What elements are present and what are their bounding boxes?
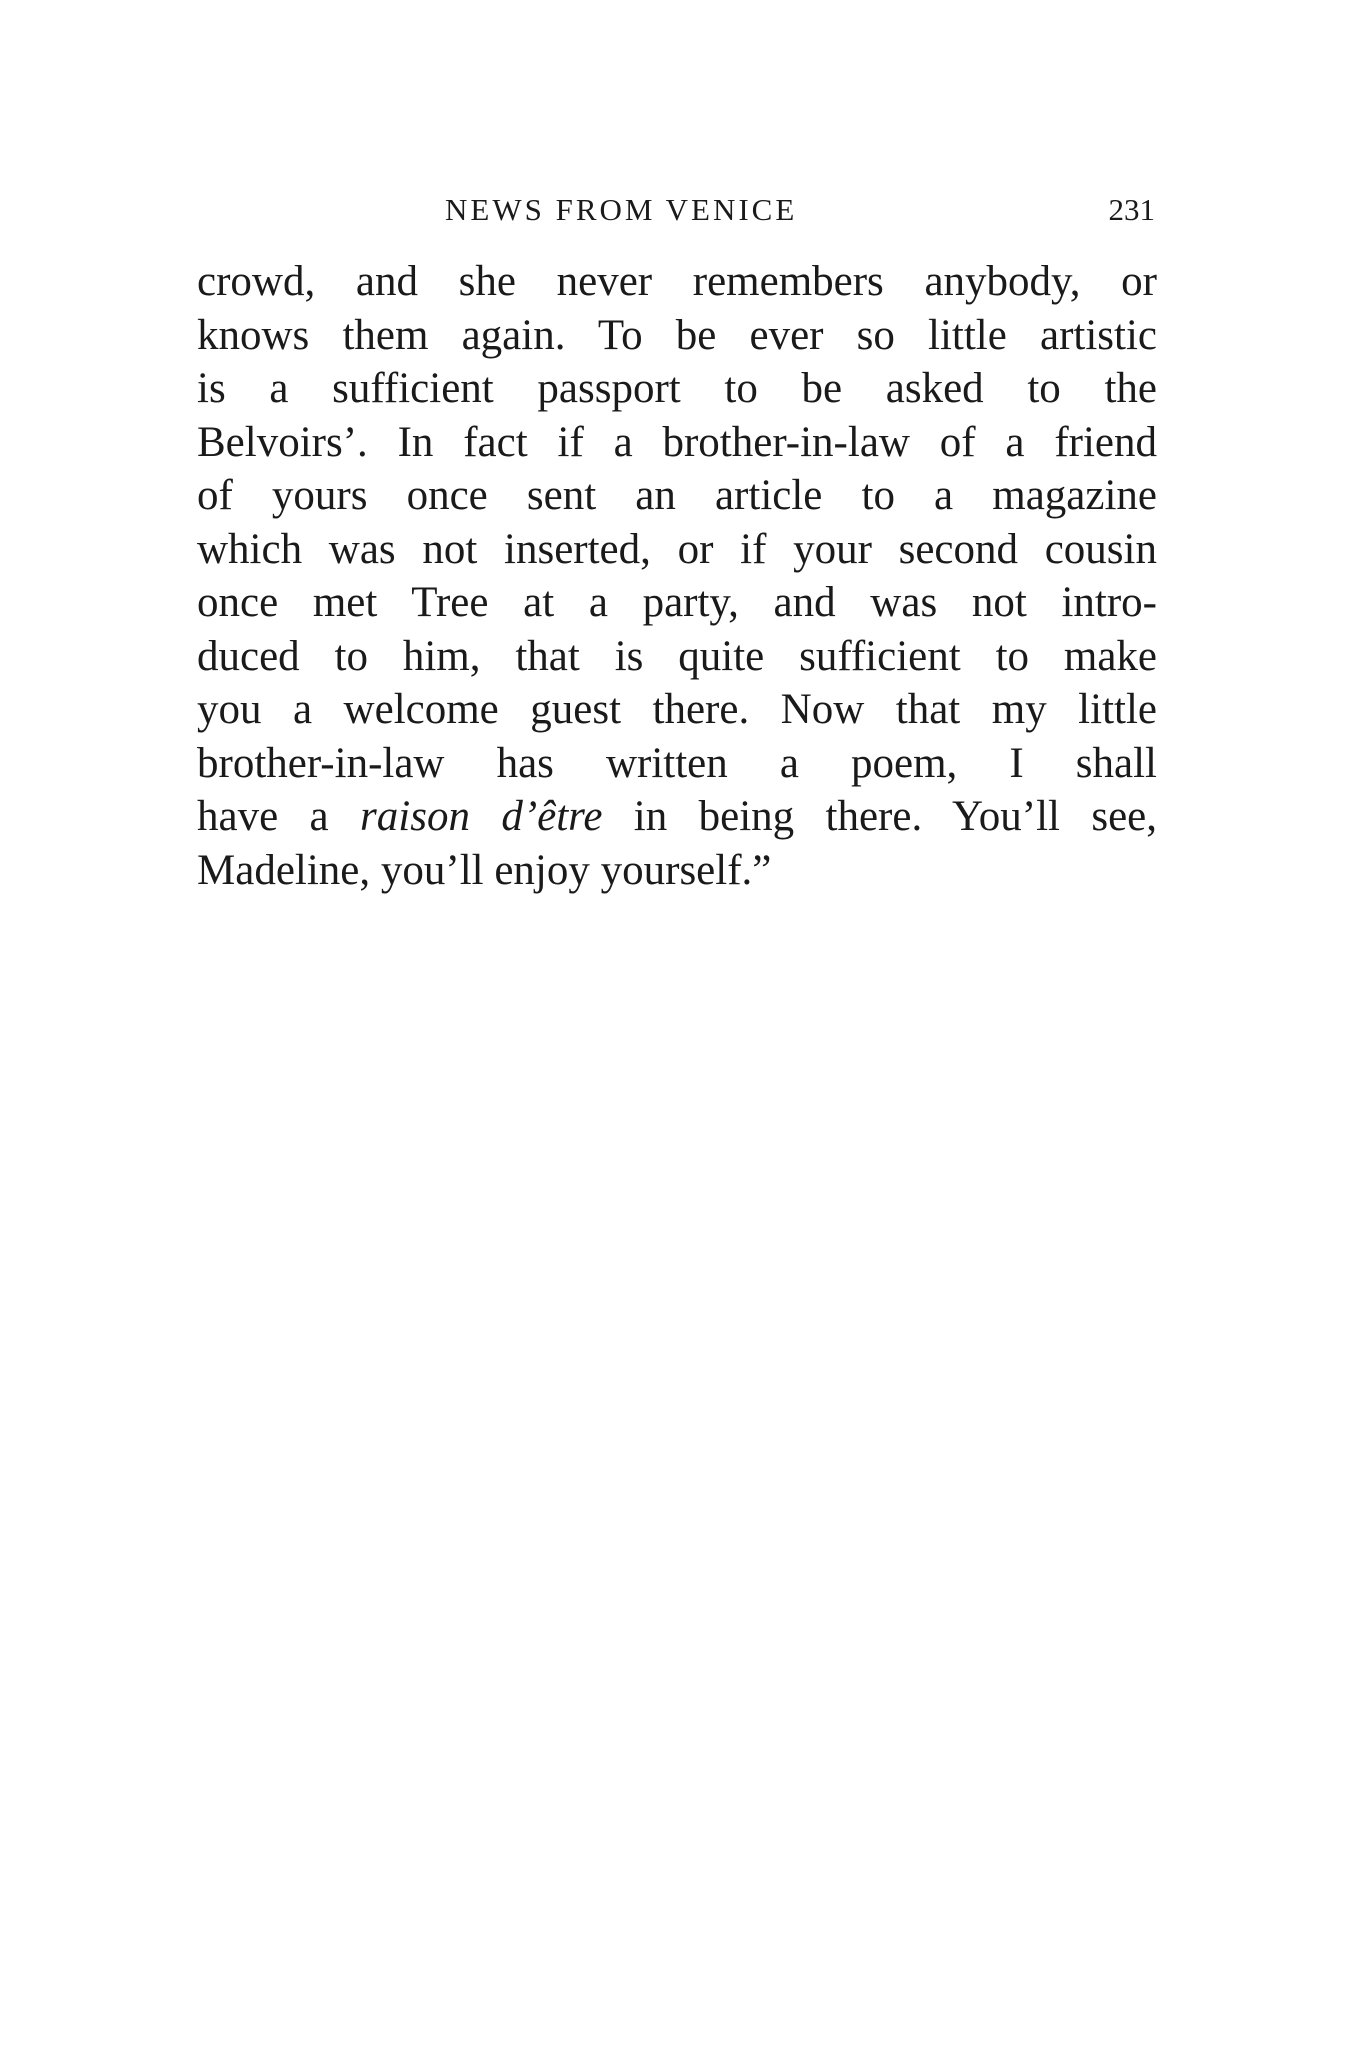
text-line: Belvoirs’. In fact if a brother-in-law of a friend bbox=[197, 418, 1157, 466]
text-line-final: Madeline, you’ll enjoy yourself.” bbox=[197, 846, 772, 894]
text-segment: in being there. You’ll see, bbox=[602, 793, 1157, 840]
text-line: of yours once sent an article to a magazine bbox=[197, 472, 1157, 519]
text-line: which was not inserted, or if your second cousin bbox=[197, 525, 1157, 573]
text-line: duced to him, that is quite sufficient to make bbox=[197, 632, 1157, 680]
text-line: knows them again. To be ever so little artistic bbox=[197, 311, 1157, 359]
running-head bbox=[195, 185, 1170, 235]
page-number: 231 bbox=[1108, 192, 1155, 227]
text-line: crowd, and she never remembers anybody, or bbox=[197, 258, 1157, 305]
running-title: NEWS FROM VENICE bbox=[445, 192, 798, 227]
text-line: you a welcome guest there. Now that my little bbox=[197, 686, 1157, 733]
text-line: is a sufficient passport to be asked to the bbox=[197, 365, 1157, 412]
italic-phrase: raison d’être bbox=[360, 793, 603, 840]
text-line: brother-in-law has written a poem, I shall bbox=[197, 739, 1157, 787]
text-segment: have a bbox=[197, 793, 361, 840]
text-line-with-italic bbox=[197, 790, 1157, 844]
body-text bbox=[197, 255, 1157, 897]
text-line: once met Tree at a party, and was not intro- bbox=[197, 579, 1157, 626]
